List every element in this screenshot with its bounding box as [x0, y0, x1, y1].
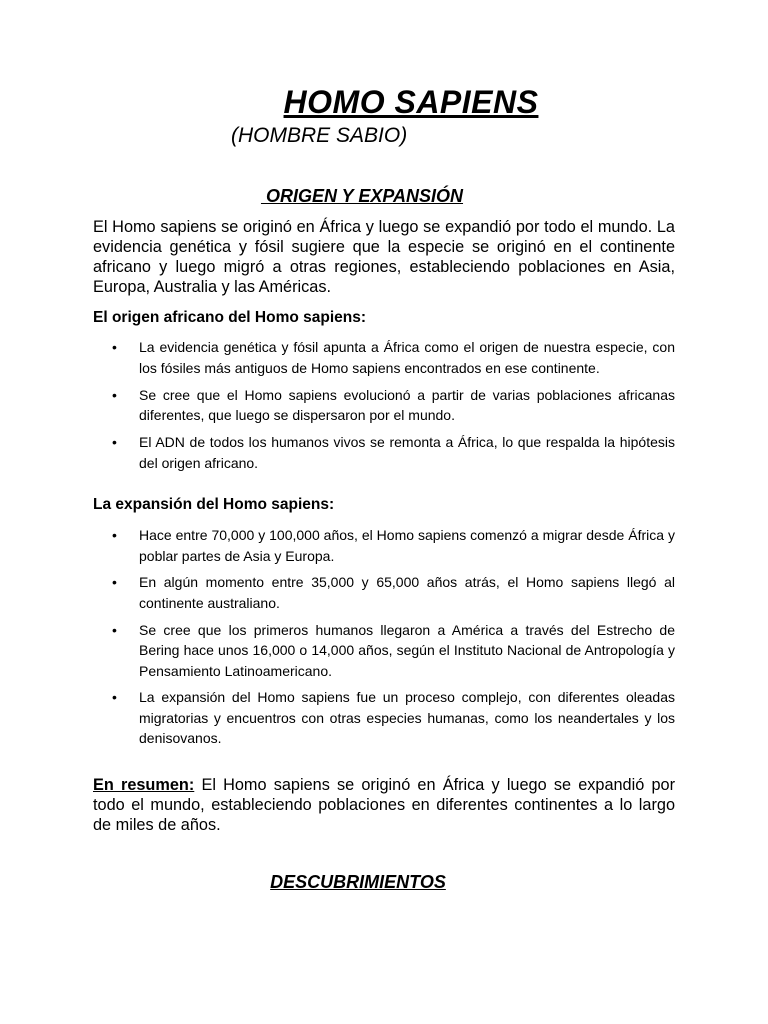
list-item [112, 620, 675, 682]
summary-text: El Homo sapiens se originó en África y luego se expandió por todo el mundo, estableciendo poblaciones en diferentes continentes a lo largo de miles de años. [93, 776, 675, 834]
section-heading-descubrimientos: DESCUBRIMIENTOS [270, 872, 446, 892]
list-item-text: En algún momento entre 35,000 y 65,000 años atrás, el Homo sapiens llegó al continente australiano. [139, 574, 675, 611]
subheading-expansion: La expansión del Homo sapiens: [93, 496, 335, 513]
list-item-text: Se cree que los primeros humanos llegaron a América a través del Estrecho de Bering hace unos 16,000 o 14,000 años, según el Instituto Nacional de Antropología y Pensamiento Latinoamericano. [139, 621, 675, 679]
intro-paragraph: El Homo sapiens se originó en África y luego se expandió por todo el mundo. La evidencia genética y fósil sugiere que la especie se originó en el continente africano y luego migró a otras regiones, estableciendo poblaciones en Asia, Europa, Australia y las Américas. [93, 218, 675, 296]
summary-paragraph [93, 775, 675, 835]
bullet-icon: • [112, 434, 117, 450]
document-title: HOMO SAPIENS [283, 84, 539, 120]
summary-label: En resumen: [93, 776, 195, 794]
document-subtitle: (HOMBRE SABIO) [231, 124, 408, 147]
list-item [112, 385, 675, 426]
bullet-icon: • [112, 621, 117, 638]
bullet-list-origen-africano [112, 337, 675, 473]
subheading-origen-africano: El origen africano del Homo sapiens: [93, 309, 367, 326]
list-item-text: La evidencia genética y fósil apunta a África como el origen de nuestra especie, con los fósiles más antiguos de Homo sapiens encontrados en ese continente. [139, 339, 675, 376]
list-item [112, 687, 675, 749]
list-item [112, 432, 675, 473]
list-item-text: Hace entre 70,000 y 100,000 años, el Homo sapiens comenzó a migrar desde África y poblar partes de Asia y Europa. [139, 527, 675, 564]
bullet-list-expansion [112, 525, 675, 749]
list-item [112, 572, 675, 613]
section-heading-origen: ORIGEN Y EXPANSIÓN [260, 186, 464, 206]
bullet-icon: • [112, 386, 117, 403]
list-item-text: El ADN de todos los humanos vivos se remonta a África, lo que respalda la hipótesis del origen africano. [139, 434, 675, 471]
bullet-icon: • [112, 339, 117, 355]
bullet-icon: • [112, 689, 117, 706]
list-item [112, 525, 675, 566]
list-item-text: La expansión del Homo sapiens fue un proceso complejo, con diferentes oleadas migratorias y encuentros con otras especies humanas, como los neandertales y los denisovanos. [139, 689, 675, 747]
list-item-text: Se cree que el Homo sapiens evolucionó a partir de varias poblaciones africanas diferentes, que luego se dispersaron por el mundo. [139, 386, 675, 423]
list-item [112, 337, 675, 378]
bullet-icon: • [112, 527, 117, 543]
bullet-icon: • [112, 574, 117, 591]
